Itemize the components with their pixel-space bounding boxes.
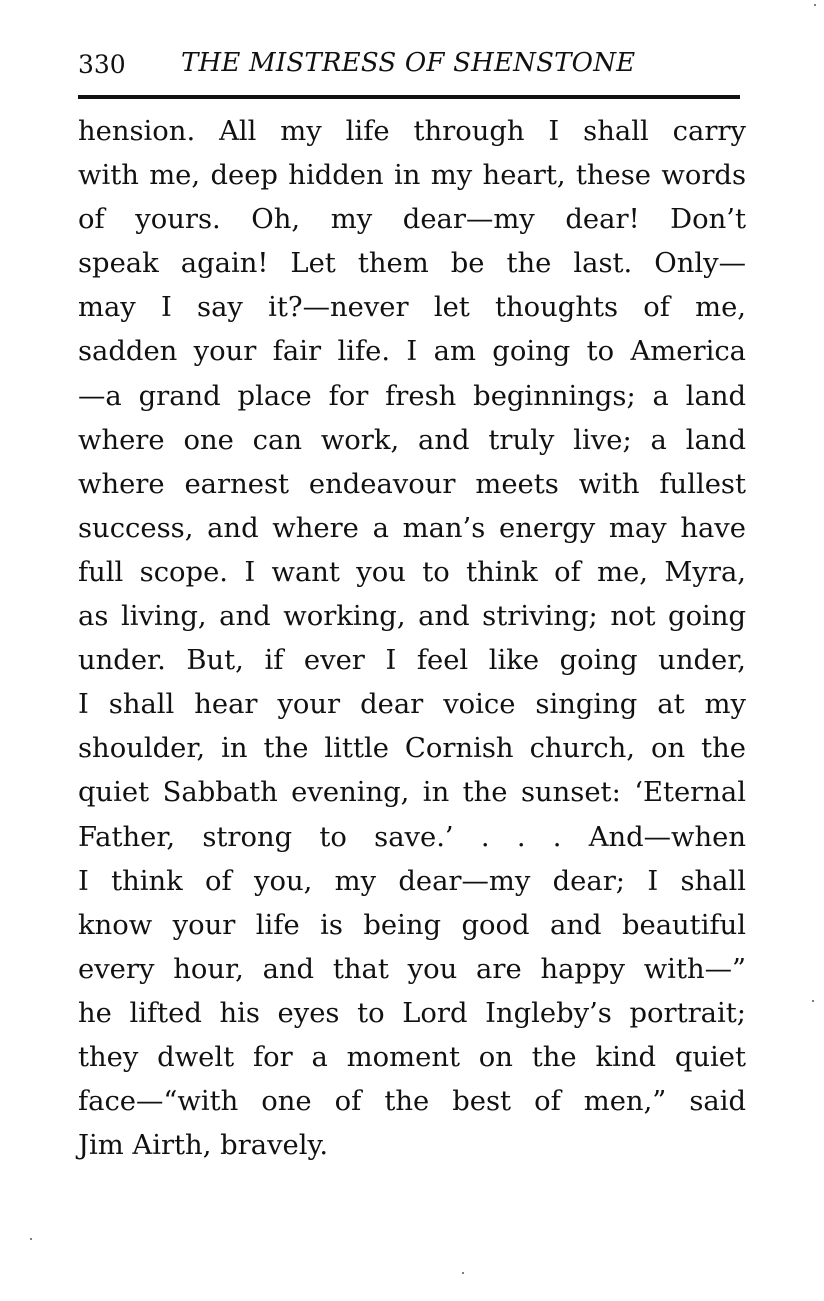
text-line: quiet Sabbath evening, in the sunset: ‘Eternal	[78, 777, 746, 809]
running-head	[78, 44, 742, 88]
text-line: they dwelt for a moment on the kind quiet	[78, 1041, 746, 1073]
text-line: as living, and working, and striving; not going	[78, 601, 746, 633]
scan-speck	[30, 1238, 32, 1240]
text-line: I shall hear your dear voice singing at my	[78, 689, 746, 721]
text-line: of yours. Oh, my dear—my dear! Don’t	[78, 204, 746, 236]
text-line: face—“with one of the best of men,” said	[78, 1086, 746, 1118]
text-line: hension. All my life through I shall carry	[78, 116, 746, 147]
text-line: he lifted his eyes to Lord Ingleby’s portrait;	[78, 997, 746, 1029]
header-rule	[78, 95, 740, 99]
text-line: sadden your fair life. I am going to America	[78, 336, 746, 368]
body-text	[78, 110, 746, 1168]
text-line: where earnest endeavour meets with fullest	[78, 468, 746, 500]
book-title: THE MISTRESS OF SHENSTONE	[181, 48, 636, 78]
page-number: 330	[78, 50, 126, 79]
text-line: I think of you, my dear—my dear; I shall	[78, 865, 746, 897]
text-line: full scope. I want you to think of me, Myra,	[78, 556, 746, 588]
text-line: under. But, if ever I feel like going under,	[78, 645, 746, 677]
scan-speck	[462, 1272, 464, 1274]
text-line: may I say it?—never let thoughts of me,	[78, 292, 746, 324]
text-line: with me, deep hidden in my heart, these words	[78, 160, 746, 192]
text-line: every hour, and that you are happy with—”	[78, 953, 746, 985]
text-line: know your life is being good and beautiful	[78, 909, 746, 941]
scan-speck	[814, 4, 816, 6]
text-line: success, and where a man’s energy may have	[78, 512, 746, 544]
text-line: Father, strong to save.’ . . . And—when	[78, 821, 746, 853]
scan-speck	[812, 1000, 814, 1002]
text-line: where one can work, and truly live; a land	[78, 424, 746, 456]
text-line: Jim Airth, bravely.	[78, 1130, 329, 1162]
text-line: shoulder, in the little Cornish church, on the	[78, 733, 746, 765]
text-line: —a grand place for fresh beginnings; a land	[78, 380, 746, 412]
text-line: speak again! Let them be the last. Only—	[78, 248, 746, 280]
